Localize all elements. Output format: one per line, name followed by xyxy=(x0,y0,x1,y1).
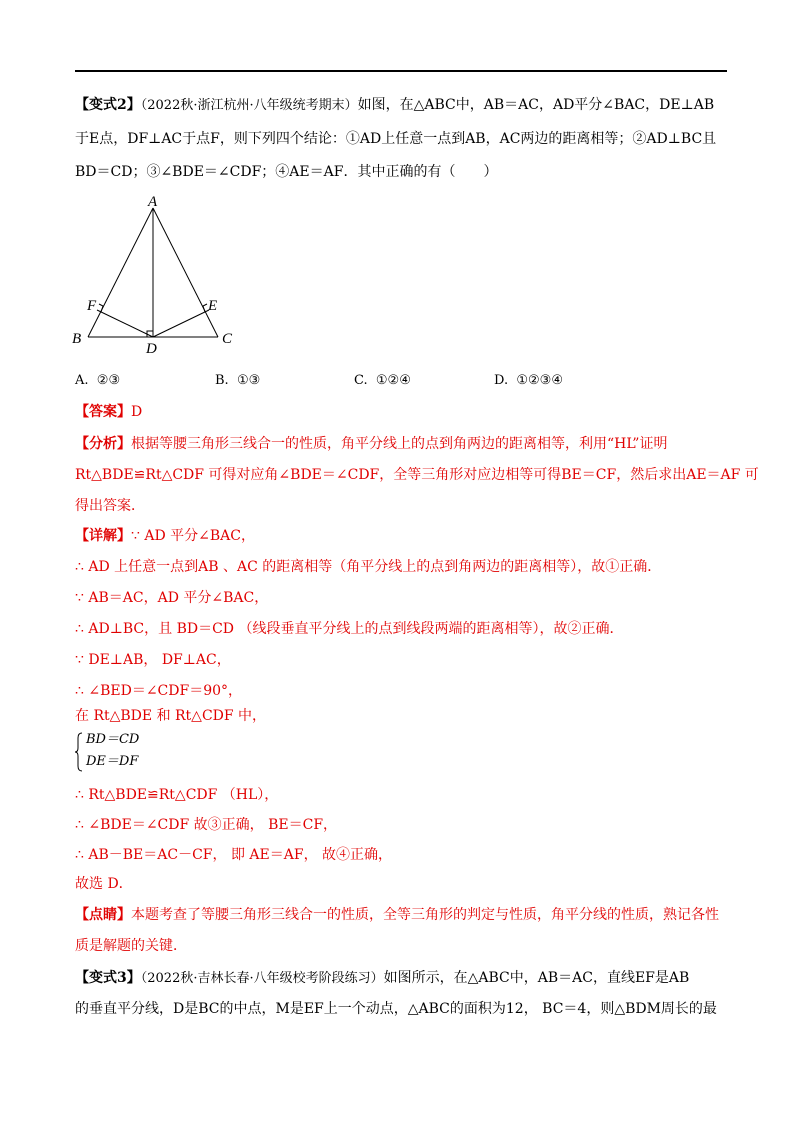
label-C: C xyxy=(222,331,233,347)
option-d xyxy=(494,373,563,388)
system-brace xyxy=(75,732,83,772)
analysis-text1: 根据等腰三角形三线合一的性质，角平分线上的点到角两边的距离相等，利用“HL”证明 xyxy=(131,436,668,452)
comment-text1: 本题考查了等腰三角形三线合一的性质，全等三角形的判定与性质，角平分线的性质，熟记各性 xyxy=(131,907,719,923)
analysis-line3: 得出答案． xyxy=(75,498,145,514)
detail-line8: ∴ Rt△BDE≌Rt△CDF （HL）， xyxy=(75,787,279,803)
analysis-tag: 【分析】 xyxy=(75,436,131,452)
problem3-text1: 如图所示，在△ABC中，AB＝AC，直线EF是AB xyxy=(383,970,690,986)
problem3-source: （2022秋·吉林长春·八年级校考阶段练习） xyxy=(140,971,384,986)
option-d-text: ①②③④ xyxy=(516,373,563,388)
label-F: F xyxy=(87,298,97,314)
detail-line11: 故选 D． xyxy=(75,876,133,892)
problem2-line1 xyxy=(75,95,735,116)
label-E: E xyxy=(208,298,218,314)
detail-line6: ∴ ∠BED＝∠CDF＝90°， xyxy=(75,683,243,699)
option-c xyxy=(354,373,411,388)
detail-line3: ∵ AB＝AC，AD 平分∠BAC， xyxy=(75,590,269,606)
label-D: D xyxy=(146,341,157,357)
answer-line xyxy=(75,402,735,422)
answer-tag: 【答案】 xyxy=(75,404,131,420)
detail-text1: ∵ AD 平分∠BAC， xyxy=(131,528,255,544)
analysis-line1 xyxy=(75,434,735,454)
option-c-text: ①②④ xyxy=(375,373,411,388)
system-eq1: BD＝CD xyxy=(86,732,140,747)
label-A: A xyxy=(148,194,158,210)
detail-line5: ∵ DE⊥AB， DF⊥AC， xyxy=(75,652,231,668)
detail-line2: ∴ AD 上任意一点到AB 、AC 的距离相等（角平分线上的点到角两边的距离相等），故①正确． xyxy=(75,559,662,575)
detail-line10: ∴ AB－BE＝AC－CF， 即 AE＝AF， 故④正确， xyxy=(75,847,393,863)
comment-tag: 【点睛】 xyxy=(75,907,131,923)
detail-line4: ∴ AD⊥BC，且 BD＝CD （线段垂直平分线上的点到线段两端的距离相等），故②正确． xyxy=(75,621,624,637)
problem2-line2: 于E点，DF⊥AC于点F，则下列四个结论：①AD上任意一点到AB，AC两边的距离相等；②AD⊥BC且 xyxy=(75,131,717,147)
option-b xyxy=(215,373,260,388)
system-eq2: DE＝DF xyxy=(86,754,139,769)
problem2-line3: BD＝CD；③∠BDE＝∠CDF；④AE＝AF．其中正确的有（ ） xyxy=(75,164,498,180)
option-b-letter: B. xyxy=(215,373,229,388)
analysis-line2: Rt△BDE≌Rt△CDF 可得对应角∠BDE＝∠CDF，全等三角形对应边相等可得BE＝CF，然后求出AE＝AF 可 xyxy=(75,467,759,483)
detail-line7: 在 Rt△BDE 和 Rt△CDF 中， xyxy=(75,708,267,724)
problem3-tag: 【变式3】 xyxy=(75,970,141,986)
problem2-tag: 【变式2】 xyxy=(75,97,141,113)
option-c-letter: C. xyxy=(354,373,368,388)
option-a xyxy=(75,373,120,388)
header-rule xyxy=(75,70,727,72)
option-a-letter: A. xyxy=(75,373,89,388)
option-a-text: ②③ xyxy=(96,373,121,388)
label-B: B xyxy=(72,331,82,347)
problem3-line2: 的垂直平分线，D是BC的中点，M是EF上一个动点，△ABC的面积为12， BC＝4，则△BDM周长的最 xyxy=(75,1001,717,1017)
option-d-letter: D. xyxy=(494,373,509,388)
option-b-text: ①③ xyxy=(236,373,261,388)
comment-line2: 质是解题的关键． xyxy=(75,938,187,954)
detail-line9: ∴ ∠BDE＝∠CDF 故③正确， BE＝CF， xyxy=(75,817,338,833)
triangle-figure xyxy=(60,190,250,360)
detail-line1 xyxy=(75,526,735,546)
detail-tag: 【详解】 xyxy=(75,528,131,544)
answer-value: D xyxy=(131,404,143,420)
problem2-source: （2022秋·浙江杭州·八年级统考期末） xyxy=(140,98,358,113)
problem3-line1 xyxy=(75,968,735,989)
comment-line1 xyxy=(75,905,735,925)
problem2-text1: 如图，在△ABC中，AB＝AC，AD平分∠BAC，DE⊥AB xyxy=(357,97,715,113)
